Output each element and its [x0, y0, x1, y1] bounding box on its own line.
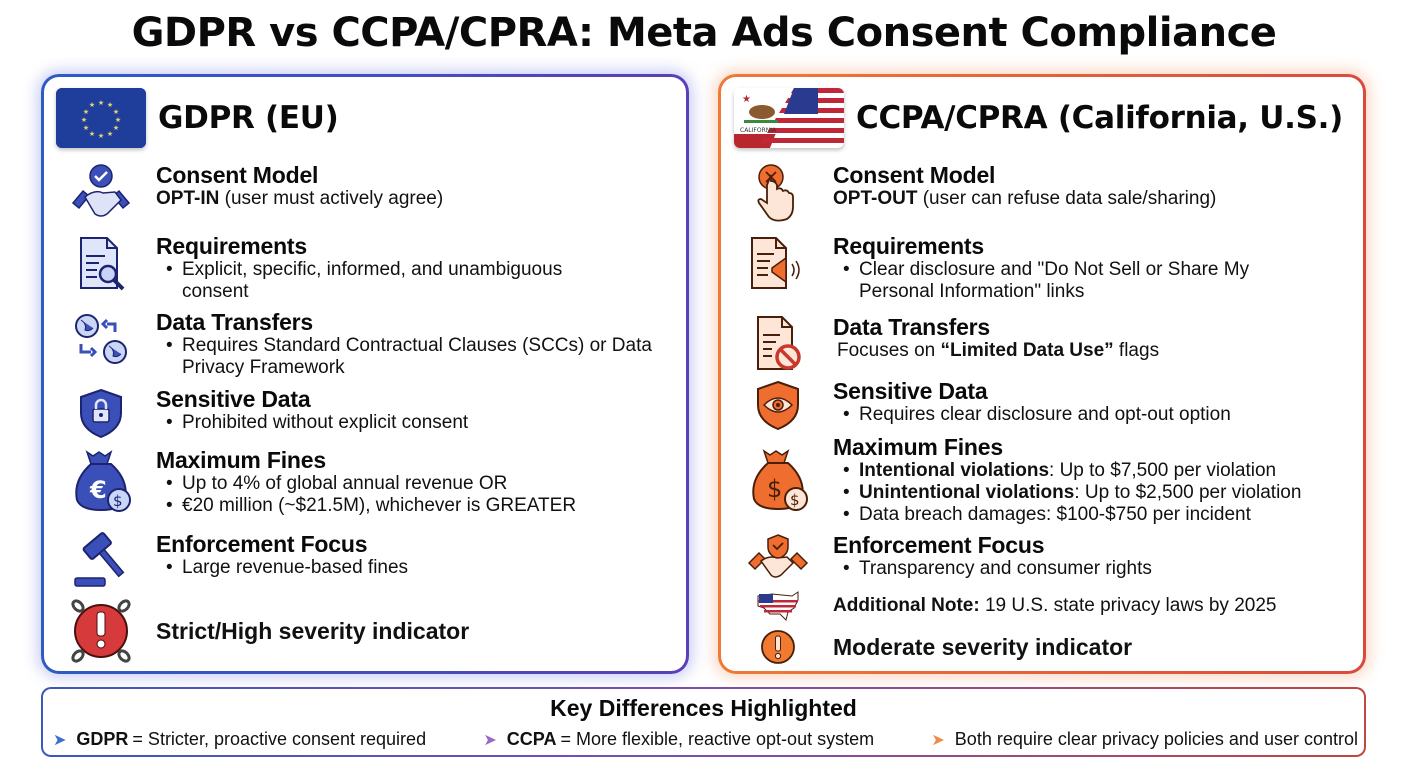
document-search-icon	[66, 234, 136, 294]
requirements-bullet: • Clear disclosure and "Do Not Sell or Share My Personal Information" links	[833, 259, 1283, 303]
fine-type: Unintentional violations	[859, 482, 1075, 503]
svg-text:★: ★	[112, 124, 120, 132]
svg-text:$: $	[113, 492, 123, 510]
fine-type: Intentional violations	[859, 460, 1050, 481]
note-text: 19 U.S. state privacy laws by 2025	[979, 595, 1277, 616]
eu-flag-icon	[56, 88, 146, 148]
gdpr-data-transfers	[66, 310, 656, 379]
handshake-shield-icon	[743, 533, 813, 593]
shield-lock-icon	[66, 387, 136, 447]
gdpr-maximum-fines	[66, 448, 576, 518]
ccpa-header	[734, 88, 1343, 148]
key-text: = More flexible, reactive opt-out system	[560, 729, 875, 749]
consent-model-value: OPT-IN	[156, 188, 220, 209]
ccpa-requirements	[743, 234, 1283, 303]
key-differences-title: Key Differences Highlighted	[550, 695, 857, 721]
requirements-bullet: • Explicit, specific, informed, and unambiguous consent	[156, 259, 626, 303]
ccpa-data-transfers	[743, 315, 1159, 375]
svg-text:★: ★	[114, 116, 122, 124]
key-label: GDPR	[76, 729, 129, 749]
fines-bullet: • Up to 4% of global annual revenue OR	[156, 473, 576, 495]
sensitive-data-bullet: • Prohibited without explicit consent	[156, 412, 468, 434]
ccpa-panel	[718, 74, 1366, 674]
gdpr-header	[56, 88, 339, 148]
high-severity-alert-icon	[66, 597, 136, 665]
consent-model-desc: (user must actively agree)	[219, 188, 444, 209]
gavel-icon	[66, 532, 136, 592]
fine-amount: Data breach damages: $100-$750 per incident	[859, 504, 1251, 525]
fine-amount: : Up to $7,500 per violation	[1049, 460, 1277, 481]
document-megaphone-icon	[743, 234, 813, 294]
data-transfers-text: Focuses on	[837, 340, 941, 361]
svg-text:★: ★	[97, 99, 105, 107]
svg-text:★: ★	[82, 108, 90, 116]
key-text: Both require clear privacy policies and user control	[954, 729, 1358, 749]
dollar-money-bag-icon	[743, 435, 813, 515]
page-title: GDPR vs CCPA/CPRA: Meta Ads Consent Compliance	[131, 10, 1277, 56]
section-title: Consent Model	[833, 162, 996, 188]
section-title: Data Transfers	[156, 309, 313, 335]
ccpa-maximum-fines	[743, 435, 1301, 526]
gdpr-title: GDPR (EU)	[158, 100, 339, 136]
fines-bullet	[833, 504, 1301, 526]
svg-text:★: ★	[112, 108, 120, 116]
ccpa-title: CCPA/CPRA (California, U.S.)	[856, 100, 1343, 136]
data-transfers-flag: “Limited Data Use”	[940, 340, 1114, 361]
svg-text:★: ★	[82, 124, 90, 132]
fines-bullet: • €20 million (~$21.5M), whichever is GREATER	[156, 495, 576, 517]
enforcement-bullet: • Transparency and consumer rights	[833, 558, 1152, 580]
ccpa-severity	[743, 627, 1132, 667]
section-title: Maximum Fines	[156, 447, 326, 473]
gdpr-requirements	[66, 234, 626, 303]
data-transfers-text: flags	[1113, 340, 1160, 361]
globe-transfer-icon	[66, 310, 136, 370]
key-label: CCPA	[506, 729, 557, 749]
handshake-check-icon	[66, 163, 136, 223]
section-title: Consent Model	[156, 162, 319, 188]
key-differences-box	[41, 687, 1366, 757]
key-difference-both	[931, 729, 1358, 750]
ccpa-consent-model	[743, 163, 1216, 223]
arrow-right-icon: ➤	[53, 731, 67, 749]
section-title: Sensitive Data	[156, 386, 311, 412]
severity-label: Strict/High severity indicator	[156, 617, 470, 644]
consent-model-value: OPT-OUT	[833, 188, 918, 209]
section-title: Sensitive Data	[833, 378, 988, 404]
section-title: Maximum Fines	[833, 434, 1003, 460]
us-map-flag-icon	[743, 589, 813, 623]
key-difference-ccpa	[483, 729, 874, 750]
fines-bullet	[833, 482, 1301, 504]
data-transfers-bullet: • Requires Standard Contractual Clauses (SCCs) or Data Privacy Framework	[156, 335, 656, 379]
severity-label: Moderate severity indicator	[833, 633, 1133, 660]
gdpr-enforcement-focus	[66, 532, 408, 592]
arrow-right-icon: ➤	[483, 731, 497, 749]
gdpr-severity	[66, 597, 469, 665]
note-label: Additional Note:	[833, 595, 980, 616]
section-title: Enforcement Focus	[156, 531, 368, 557]
section-title: Enforcement Focus	[833, 532, 1045, 558]
ccpa-sensitive-data	[743, 379, 1231, 439]
svg-text:★: ★	[88, 130, 96, 138]
opt-out-finger-icon	[743, 163, 813, 223]
section-title: Data Transfers	[833, 314, 990, 340]
moderate-severity-alert-icon	[743, 627, 813, 667]
fine-amount: : Up to $2,500 per violation	[1074, 482, 1302, 503]
svg-text:$: $	[767, 475, 783, 503]
svg-text:€: €	[90, 476, 107, 504]
key-difference-gdpr	[53, 729, 426, 750]
euro-money-bag-icon	[66, 448, 136, 518]
ccpa-enforcement-focus	[743, 533, 1152, 593]
svg-text:★: ★	[88, 101, 96, 109]
gdpr-panel	[41, 74, 689, 674]
svg-text:★: ★	[97, 132, 105, 140]
fines-bullet	[833, 460, 1301, 482]
svg-text:★: ★	[80, 116, 88, 124]
enforcement-bullet: • Large revenue-based fines	[156, 557, 408, 579]
key-text: = Stricter, proactive consent required	[132, 729, 427, 749]
section-title: Requirements	[156, 233, 307, 259]
consent-model-desc: (user can refuse data sale/sharing)	[917, 188, 1217, 209]
california-us-flag-icon	[734, 88, 844, 148]
arrow-right-icon: ➤	[931, 731, 945, 749]
svg-text:★: ★	[742, 94, 751, 105]
gdpr-sensitive-data	[66, 387, 468, 447]
svg-text:$: $	[790, 491, 800, 509]
shield-eye-icon	[743, 379, 813, 439]
sensitive-data-bullet: • Requires clear disclosure and opt-out option	[833, 404, 1231, 426]
key-differences-list	[53, 729, 1358, 750]
flag-text: CALIFORNIA	[740, 127, 777, 134]
ccpa-additional-note	[743, 589, 1276, 623]
document-prohibited-icon	[743, 315, 813, 375]
section-title: Requirements	[833, 233, 984, 259]
svg-text:★: ★	[106, 130, 114, 138]
gdpr-consent-model	[66, 163, 443, 223]
svg-text:★: ★	[106, 101, 114, 109]
